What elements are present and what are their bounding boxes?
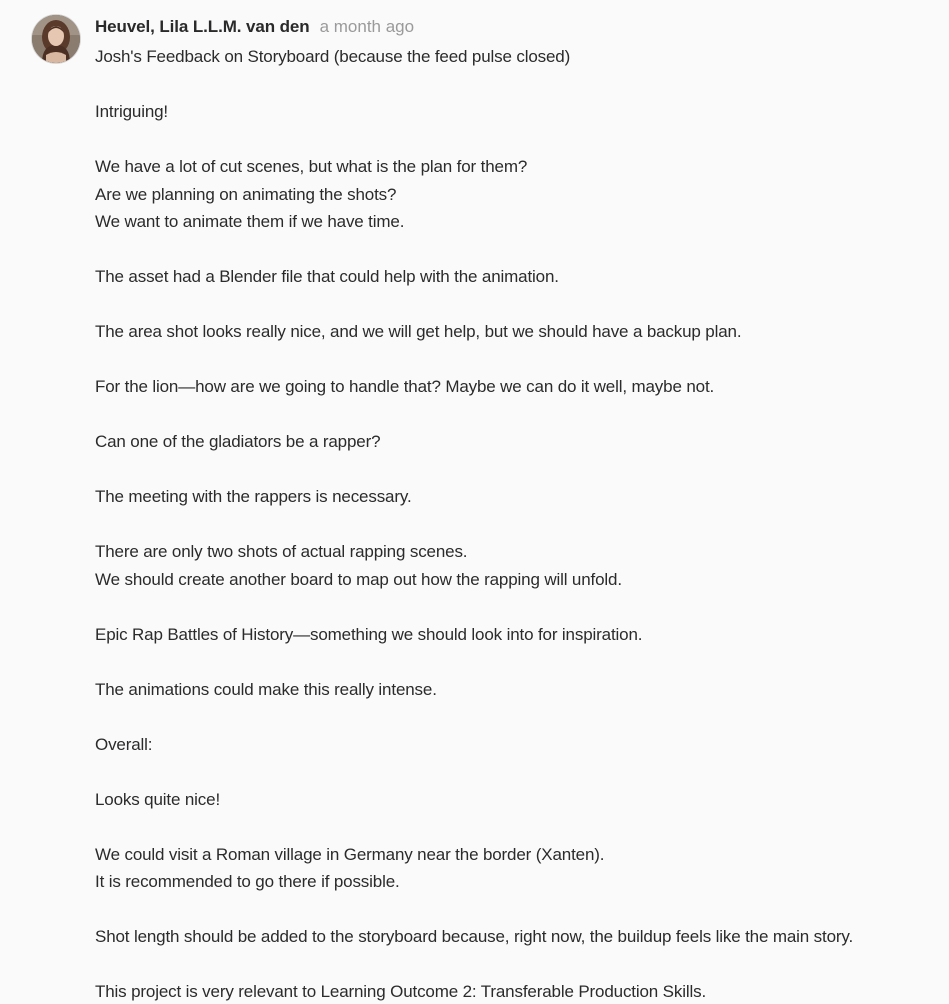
- blank-line: [95, 758, 935, 786]
- comment-line: There are only two shots of actual rapping scenes.: [95, 542, 468, 561]
- blank-line: [95, 813, 935, 841]
- user-avatar-icon[interactable]: [32, 15, 80, 63]
- blank-line: [95, 951, 935, 979]
- comment-line: The meeting with the rappers is necessary.: [95, 487, 412, 506]
- blank-line: [95, 126, 935, 154]
- blank-line: [95, 511, 935, 539]
- blank-line: [95, 593, 935, 621]
- comment-line: We have a lot of cut scenes, but what is the plan for them?: [95, 157, 528, 176]
- comment-line: It is recommended to go there if possible.: [95, 872, 400, 891]
- blank-line: [95, 896, 935, 924]
- comment-line: We want to animate them if we have time.: [95, 212, 405, 231]
- comment-line: Shot length should be added to the storyboard because, right now, the buildup feels like the main story.: [95, 927, 854, 946]
- blank-line: [95, 401, 935, 429]
- avatar-photo: [32, 15, 80, 63]
- comment-line: Looks quite nice!: [95, 789, 221, 809]
- comment-line: Are we planning on animating the shots?: [95, 184, 397, 204]
- comment-line: The animations could make this really intense.: [95, 679, 437, 699]
- timestamp: a month ago: [319, 17, 415, 36]
- comment-line: We should create another board to map out how the rapping will unfold.: [95, 569, 622, 589]
- blank-line: [95, 71, 935, 99]
- blank-line: [95, 648, 935, 676]
- comment-line: Can one of the gladiators be a rapper?: [95, 432, 381, 451]
- comment-line: The asset had a Blender file that could help with the animation.: [95, 267, 559, 286]
- author-name[interactable]: Heuvel, Lila L.L.M. van den: [95, 17, 310, 36]
- comment-line: Intriguing!: [95, 102, 169, 121]
- comment-line: The area shot looks really nice, and we will get help, but we should have a backup plan.: [95, 322, 742, 341]
- blank-line: [95, 703, 935, 731]
- comment-line: This project is very relevant to Learning Outcome 2: Transferable Production Skills.: [95, 982, 707, 1001]
- comment-body: [95, 43, 935, 1004]
- blank-line: [95, 346, 935, 374]
- comment-header: [95, 17, 414, 41]
- comment-line: We could visit a Roman village in Germany near the border (Xanten).: [95, 844, 605, 864]
- blank-line: [95, 291, 935, 319]
- comment-line: Epic Rap Battles of History—something we should look into for inspiration.: [95, 624, 643, 644]
- comment-line: Josh's Feedback on Storyboard (because the feed pulse closed): [95, 47, 571, 66]
- comment-line: For the lion—how are we going to handle that? Maybe we can do it well, maybe not.: [95, 377, 715, 396]
- blank-line: [95, 456, 935, 484]
- comment-line: Overall:: [95, 734, 153, 754]
- blank-line: [95, 236, 935, 264]
